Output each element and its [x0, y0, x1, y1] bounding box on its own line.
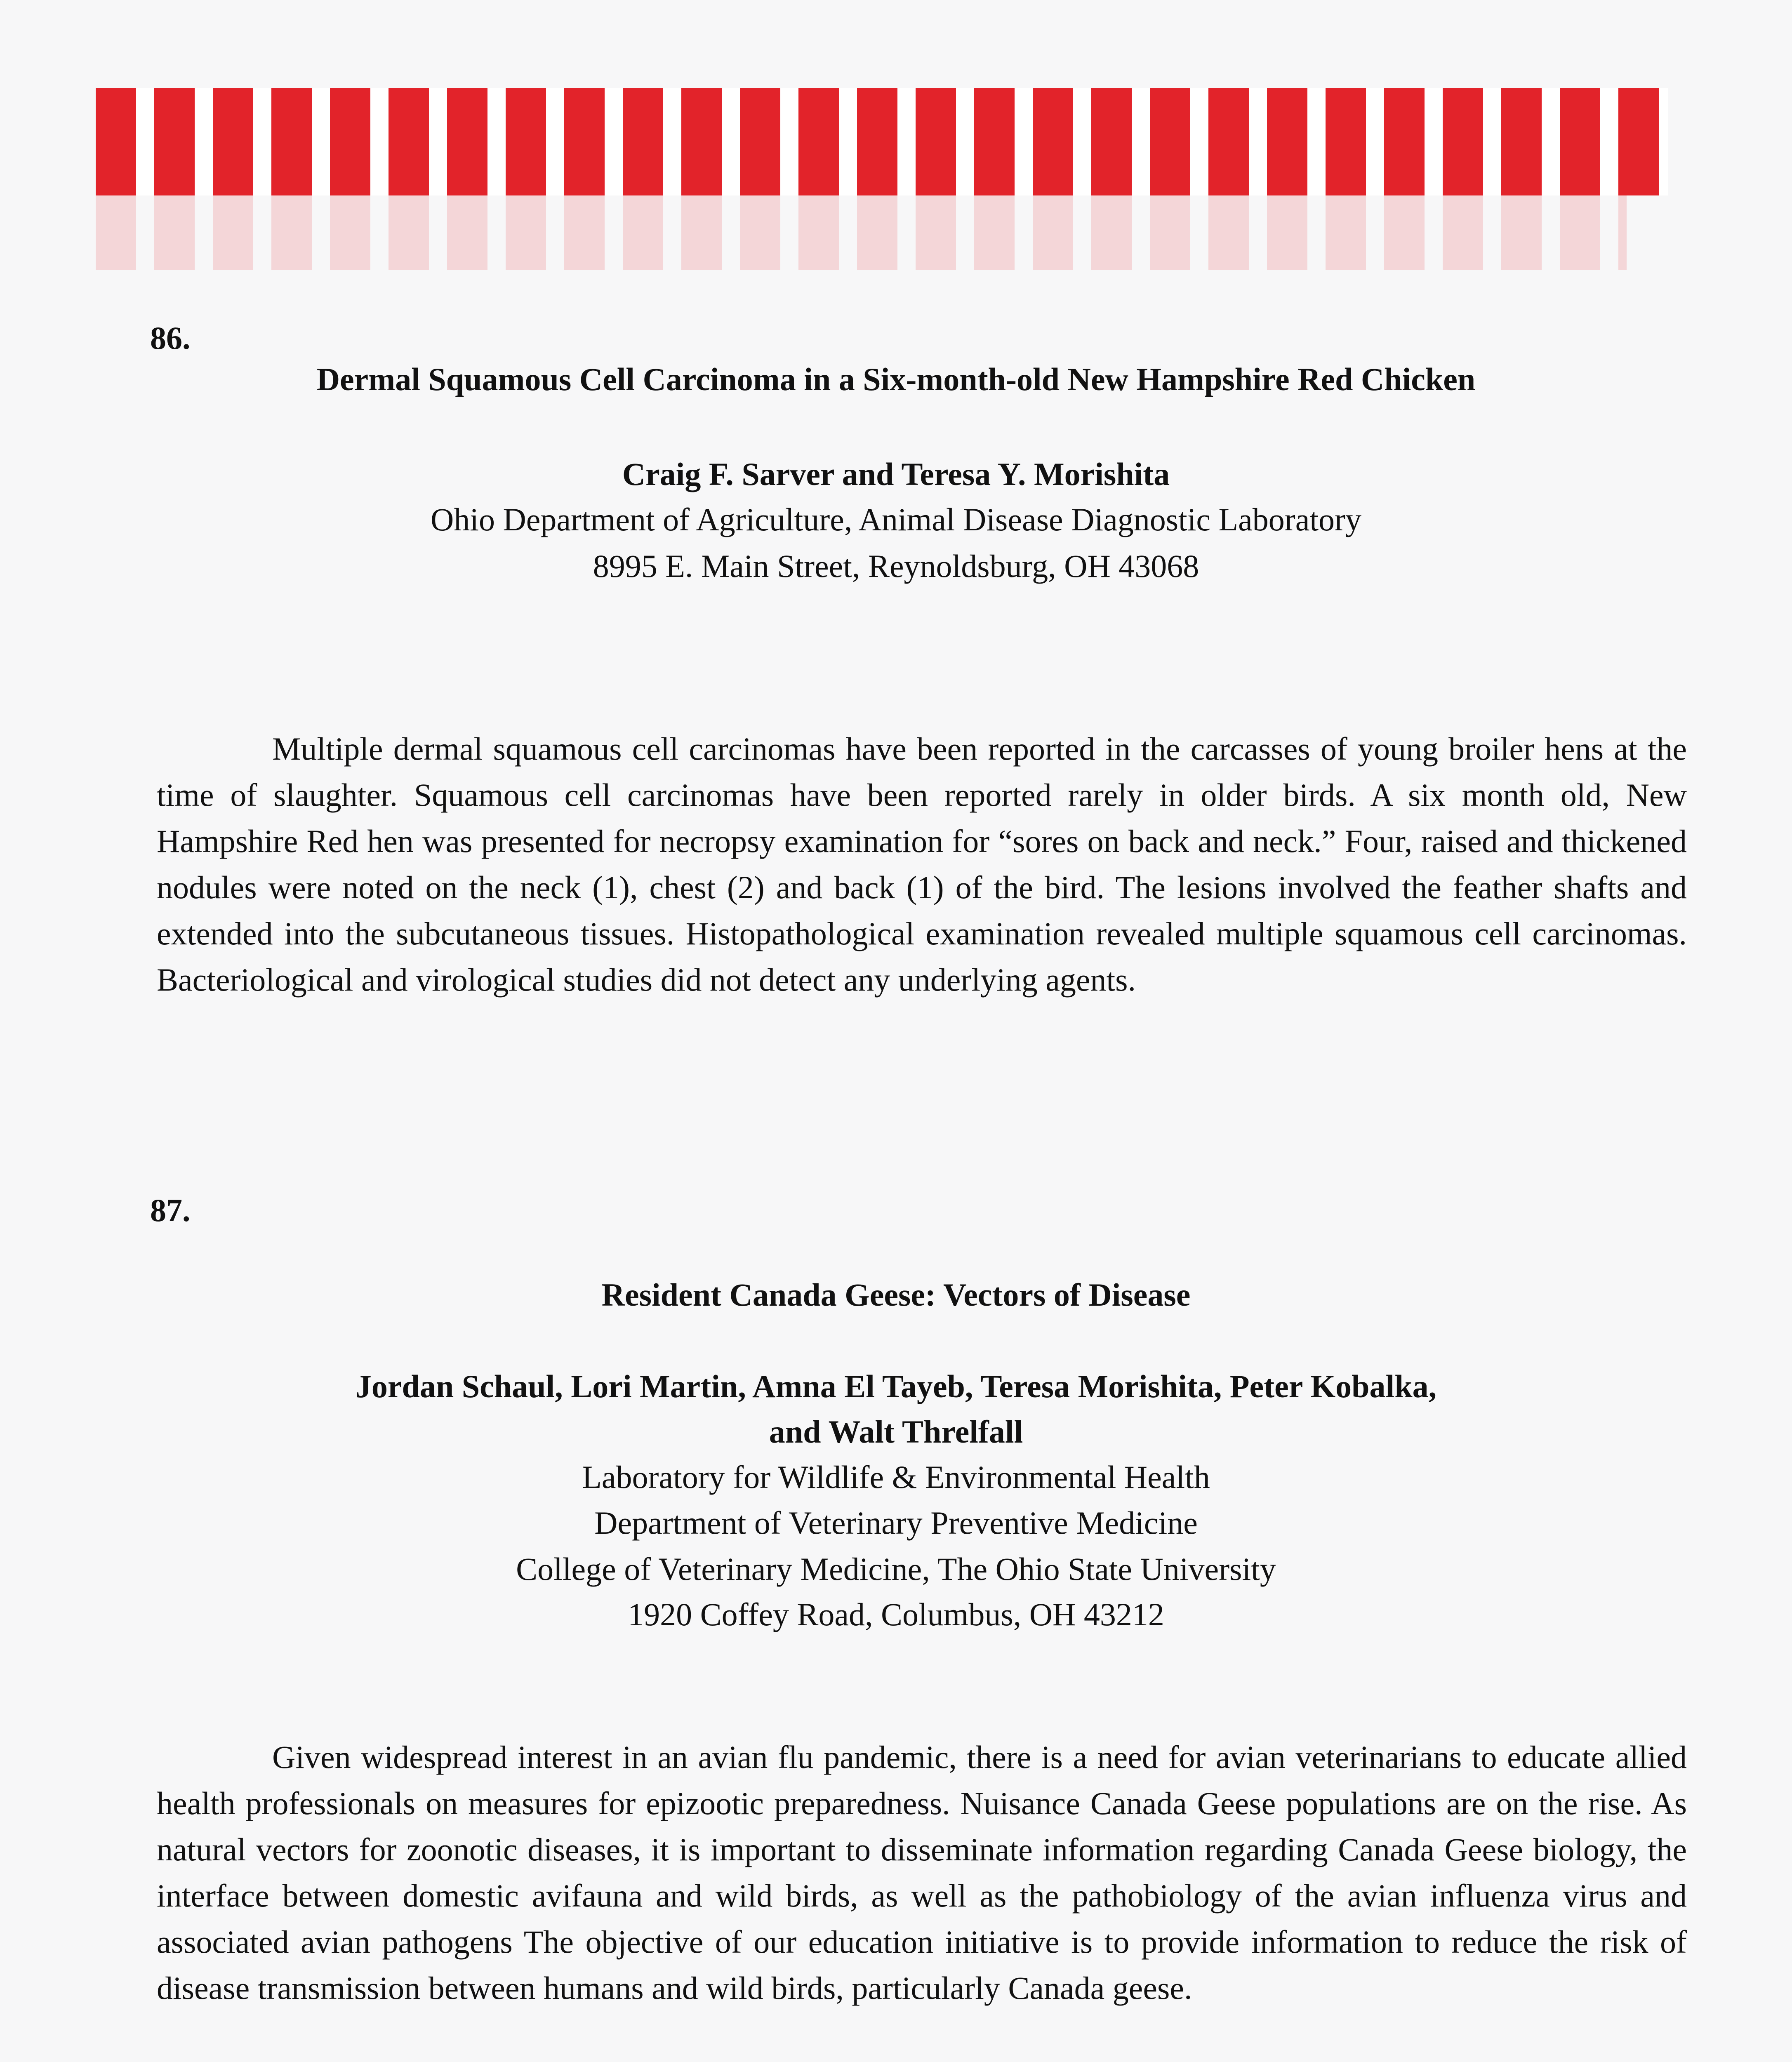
abstract-86-number: 86.	[150, 320, 191, 356]
decorative-stripe-reflection	[96, 195, 1627, 270]
abstract-87-title: Resident Canada Geese: Vectors of Disease	[601, 1277, 1191, 1313]
abstract-86-affiliation-line-1: Ohio Department of Agriculture, Animal Disease Diagnostic Laboratory	[430, 501, 1362, 537]
abstract-87-paragraph: Given widespread interest in an avian flu pandemic, there is a need for avian veterinarians to educate allied health professionals on measures for epizootic preparedness. Nuisance Canada Geese populations are on the rise. As natural vectors for zoonotic diseases, it is important to disseminate information regarding Canada Geese biology, the interface between domestic avifauna and wild birds, as well as the pathobiology of the avian influenza virus and associated avian pathogens The objective of our education initiative is to provide information to reduce the risk of disease transmission between humans and wild birds, particularly Canada geese.	[157, 1739, 1687, 2006]
abstract-86-title: Dermal Squamous Cell Carcinoma in a Six-month-old New Hampshire Red Chicken	[316, 361, 1476, 397]
abstract-87-number: 87.	[150, 1192, 191, 1228]
abstract-87-body	[157, 1734, 1687, 2011]
abstract-87-affiliation-line-1: Laboratory for Wildlife & Environmental Health	[582, 1459, 1210, 1495]
abstract-87-authors-line-1: Jordan Schaul, Lori Martin, Amna El Tayeb, Teresa Morishita, Peter Kobalka,	[355, 1368, 1437, 1404]
abstract-86-authors: Craig F. Sarver and Teresa Y. Morishita	[622, 456, 1170, 492]
decorative-stripe-band	[96, 88, 1668, 195]
abstract-87-affiliation-line-2: Department of Veterinary Preventive Medicine	[594, 1505, 1198, 1541]
abstract-87-affiliation-line-4: 1920 Coffey Road, Columbus, OH 43212	[628, 1596, 1164, 1632]
abstract-86-body	[157, 726, 1687, 1003]
abstract-86-affiliation-line-2: 8995 E. Main Street, Reynoldsburg, OH 43068	[593, 548, 1199, 584]
abstract-87-authors-line-2: and Walt Threlfall	[769, 1414, 1023, 1450]
abstract-86-paragraph: Multiple dermal squamous cell carcinomas have been reported in the carcasses of young broiler hens at the time of slaughter. Squamous cell carcinomas have been reported rarely in older birds. A six month old, New Hampshire Red hen was presented for necropsy examination for “sores on back and neck.” Four, raised and thickened nodules were noted on the neck (1), chest (2) and back (1) of the bird. The lesions involved the feather shafts and extended into the subcutaneous tissues. Histopathological examination revealed multiple squamous cell carcinomas. Bacteriological and virological studies did not detect any underlying agents.	[157, 731, 1687, 998]
abstract-87-affiliation-line-3: College of Veterinary Medicine, The Ohio State University	[516, 1551, 1276, 1587]
